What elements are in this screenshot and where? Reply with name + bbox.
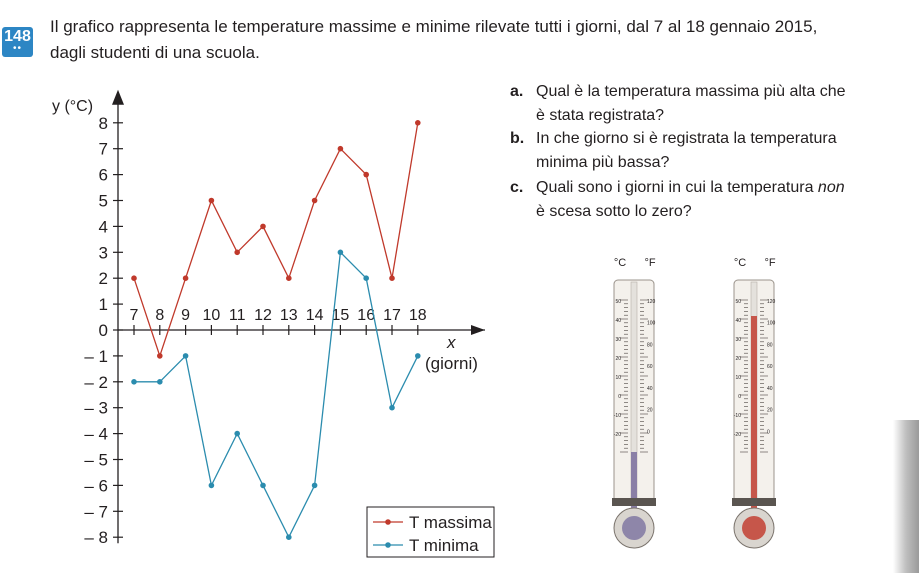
y-tick-label: 1 — [98, 295, 108, 315]
question-list — [510, 80, 850, 223]
thermometer-clip — [612, 498, 656, 506]
celsius-tick-label: -20 — [613, 432, 621, 438]
data-point-min — [209, 483, 215, 489]
fahrenheit-tick-label: 120 — [647, 299, 656, 305]
data-point-max — [286, 275, 292, 281]
data-point-min — [183, 353, 189, 359]
thermometer-cool — [600, 252, 670, 552]
celsius-tick-label: 0 — [738, 394, 741, 400]
y-tick-label: – 2 — [84, 372, 108, 392]
celsius-tick-label: 10 — [615, 375, 621, 381]
data-point-min — [363, 275, 369, 281]
question-letter: b. — [510, 130, 525, 147]
y-tick-label: 7 — [98, 139, 108, 159]
fahrenheit-tick-label: 100 — [767, 320, 776, 327]
fahrenheit-tick-label: 40 — [767, 385, 773, 392]
y-tick-label: 4 — [98, 217, 108, 237]
celsius-tick-label: 10 — [735, 375, 741, 381]
data-point-max — [131, 275, 137, 281]
fahrenheit-tick-label: 120 — [767, 299, 776, 305]
x-tick-label: 12 — [254, 307, 272, 324]
y-tick-label: 6 — [98, 165, 108, 185]
page-edge-shadow — [893, 420, 919, 573]
fahrenheit-tick-label: 0 — [767, 429, 770, 436]
celsius-tick-label: 0 — [618, 394, 621, 400]
data-point-min — [389, 405, 395, 411]
data-point-min — [157, 379, 163, 385]
x-tick-label: 18 — [408, 307, 427, 324]
thermometer-bulb — [742, 516, 766, 540]
series-line-min — [134, 252, 418, 537]
y-tick-label: – 6 — [84, 476, 108, 496]
x-tick-label: 13 — [279, 307, 298, 324]
data-point-min — [131, 379, 137, 385]
question-a — [510, 80, 850, 127]
celsius-tick-label: 30 — [615, 337, 621, 343]
data-point-max — [260, 224, 266, 230]
thermometer-warm — [720, 252, 790, 552]
x-tick-label: 10 — [202, 307, 221, 324]
y-tick-label: 5 — [98, 191, 108, 211]
fahrenheit-tick-label: 20 — [647, 407, 653, 414]
question-text: Qual è la temperatura massima più alta che è stata registrata? — [536, 83, 846, 124]
thermometer-clip — [732, 498, 776, 506]
data-point-max — [415, 120, 421, 126]
x-tick-label: 7 — [129, 307, 139, 324]
intro-line-2: dagli studenti di una scuola. — [50, 43, 260, 62]
fahrenheit-scale-label: °F — [644, 257, 656, 269]
data-point-min — [260, 483, 266, 489]
fahrenheit-scale-label: °F — [764, 257, 776, 269]
question-text-prefix: Quali sono i giorni in cui la temperatura — [536, 179, 818, 196]
exercise-text — [50, 14, 870, 66]
fahrenheit-tick-label: 100 — [647, 320, 656, 327]
fahrenheit-tick-label: 80 — [647, 342, 653, 349]
question-c — [510, 176, 850, 223]
celsius-tick-label: 50 — [615, 299, 621, 305]
fahrenheit-tick-label: 60 — [647, 364, 653, 371]
celsius-tick-label: -20 — [733, 432, 741, 438]
x-tick-label: 11 — [228, 307, 246, 324]
data-point-max — [234, 250, 240, 256]
thermometer-liquid — [751, 316, 757, 512]
data-point-min — [338, 250, 344, 256]
y-axis-arrow — [112, 90, 124, 105]
x-tick-label: 16 — [357, 307, 376, 324]
y-tick-label: – 3 — [84, 398, 108, 418]
data-point-max — [312, 198, 318, 204]
intro-line-1: Il grafico rappresenta le temperature massime e minime rilevate tutti i giorni, dal 7 al 18 gennaio 2015, — [50, 17, 818, 36]
legend-swatch-point — [385, 519, 391, 525]
y-axis-label: y (°C) — [52, 97, 94, 115]
difficulty-dots: •• — [12, 43, 22, 54]
exercise-number: 148 — [4, 28, 31, 45]
x-tick-label: 17 — [383, 307, 401, 324]
fahrenheit-tick-label: 80 — [767, 342, 773, 349]
y-tick-label: – 7 — [84, 502, 108, 522]
x-tick-label: 14 — [305, 307, 324, 324]
data-point-max — [363, 172, 369, 178]
thermometer-bulb — [622, 516, 646, 540]
y-tick-label: 8 — [98, 113, 108, 133]
x-tick-label: 8 — [155, 307, 165, 324]
fahrenheit-tick-label: 20 — [767, 407, 773, 414]
y-tick-label: 3 — [98, 243, 108, 263]
fahrenheit-tick-label: 40 — [647, 385, 653, 392]
data-point-min — [312, 483, 318, 489]
data-point-min — [234, 431, 240, 437]
question-b — [510, 127, 850, 174]
question-text-suffix: è scesa sotto lo zero? — [536, 202, 692, 220]
data-point-max — [209, 198, 215, 204]
celsius-tick-label: -10 — [613, 413, 621, 419]
x-axis-note: (giorni) — [425, 354, 478, 373]
y-tick-label: – 1 — [84, 346, 108, 366]
data-point-min — [415, 353, 421, 359]
question-text: In che giorno si è registrata la temperatura minima più bassa? — [536, 130, 837, 171]
fahrenheit-tick-label: 60 — [767, 364, 773, 371]
y-tick-label: 2 — [98, 269, 108, 289]
y-tick-label: – 8 — [84, 528, 108, 548]
celsius-tick-label: -10 — [733, 413, 741, 419]
data-point-min — [286, 534, 292, 540]
x-tick-label: 15 — [331, 307, 350, 324]
x-axis-label: x — [447, 333, 456, 352]
y-tick-label: – 4 — [84, 424, 108, 444]
data-point-max — [338, 146, 344, 152]
legend-swatch-point — [385, 542, 391, 548]
fahrenheit-tick-label: 0 — [647, 429, 650, 436]
celsius-tick-label: 50 — [735, 299, 741, 305]
question-text-emphasis: non — [817, 179, 845, 196]
y-tick-label: 0 — [98, 321, 108, 340]
celsius-tick-label: 20 — [615, 356, 621, 362]
x-tick-label: 9 — [181, 307, 191, 324]
temperature-chart — [0, 85, 500, 565]
question-letter: c. — [510, 179, 524, 196]
celsius-scale-label: °C — [733, 257, 747, 269]
legend-label: T minima — [409, 536, 479, 555]
data-point-max — [183, 275, 189, 281]
y-tick-label: – 5 — [84, 450, 108, 470]
legend-label: T massima — [409, 513, 492, 532]
data-point-max — [389, 275, 395, 281]
question-letter: a. — [510, 83, 524, 100]
x-axis-arrow — [471, 325, 485, 335]
celsius-tick-label: 40 — [615, 318, 621, 324]
data-point-max — [157, 353, 163, 359]
celsius-tick-label: 20 — [735, 356, 741, 362]
celsius-tick-label: 40 — [735, 318, 741, 324]
legend — [367, 507, 494, 557]
celsius-scale-label: °C — [613, 257, 627, 269]
exercise-number-badge — [2, 27, 33, 57]
celsius-tick-label: 30 — [735, 337, 741, 343]
